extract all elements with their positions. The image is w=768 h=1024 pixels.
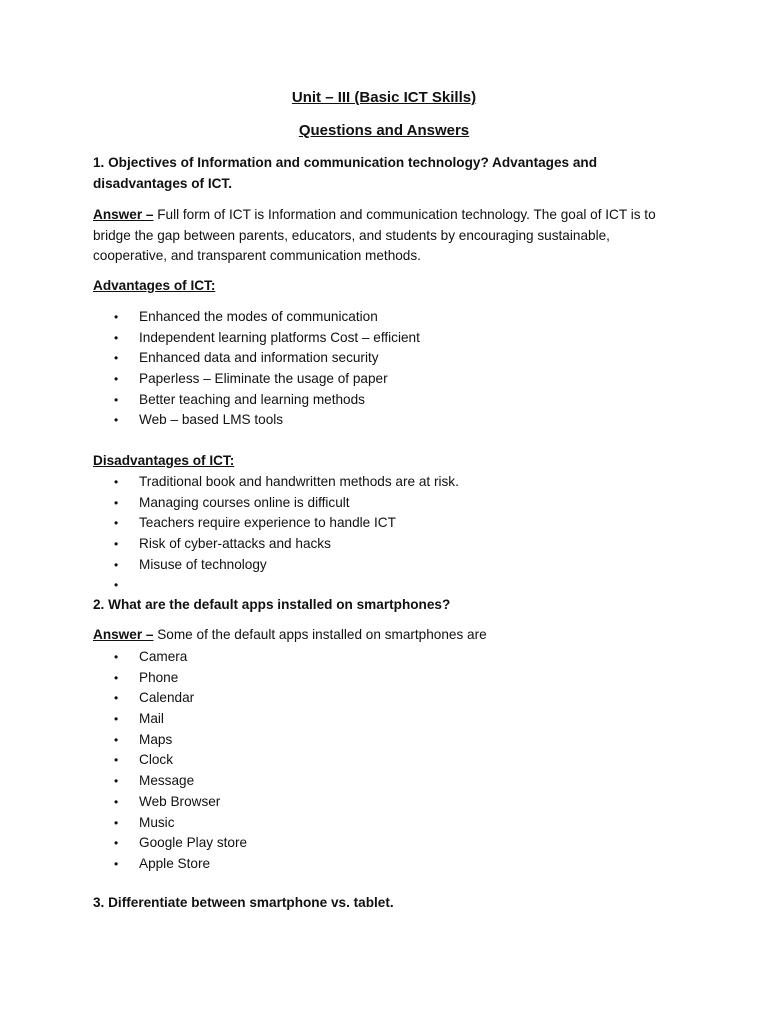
q1-answer-paragraph <box>93 205 683 267</box>
q2-answer-paragraph <box>93 627 487 642</box>
bullet-icon: • <box>114 836 119 851</box>
document-page: Unit – III (Basic ICT Skills) Questions and Answers 1. Objectives of Information and communication technology? Advantages and disadvantages of ICT. Answer – Full form of ICT is Information and communication technology. The goal of ICT is to bridge the gap between parents, educators, and students by encouraging sustainable, cooperative, and transparent communication methods. Advantages of ICT: • Enhanced the modes of communication • Independent learning platforms Cost – efficient • Enhanced data and information security • Paperless – Eliminate the usage of paper • Better teaching and learning methods • Web – based LMS tools Disadvantages of ICT: • Traditional book and handwritten methods are at risk. • Managing courses online is difficult • Teachers require experience to handle ICT • Risk of cyber-attacks and hacks • Misuse of technology • 2. What are the default apps installed on smartphones? Answer – Some of the default apps installed on smartphones are • Camera • Phone • Calendar • Mail • Maps • Clock • Message • Web Browser • Music • Google Play store • Apple Store 3. Differentiate between smartphone vs. tablet. <box>0 0 768 1024</box>
advantages-heading: Advantages of ICT: <box>93 278 216 293</box>
bullet-icon: • <box>114 691 119 706</box>
q2-answer-text: Some of the default apps installed on smartphones are <box>153 627 487 642</box>
q1-question-line2: disadvantages of ICT. <box>93 176 232 191</box>
disadvantages-heading: Disadvantages of ICT: <box>93 453 235 468</box>
bullet-icon: • <box>114 732 119 747</box>
bullet-icon: • <box>114 712 119 727</box>
q1-question-line1: 1. Objectives of Information and communication technology? Advantages and <box>93 155 598 170</box>
bullet-icon: • <box>114 330 119 345</box>
bullet-icon: • <box>114 372 119 387</box>
page-title: Unit – III (Basic ICT Skills) <box>291 89 477 106</box>
bullet-icon: • <box>114 392 119 407</box>
bullet-icon: • <box>114 670 119 685</box>
bullet-icon: • <box>114 351 119 366</box>
bullet-icon: • <box>114 774 119 789</box>
bullet-icon: • <box>114 856 119 871</box>
bullet-icon: • <box>114 815 119 830</box>
bullet-icon: • <box>114 650 119 664</box>
bullet-icon: • <box>114 475 119 489</box>
bullet-icon: • <box>114 557 119 572</box>
page-subtitle: Questions and Answers <box>298 122 470 139</box>
q3-question: 3. Differentiate between smartphone vs. tablet. <box>93 895 394 910</box>
q2-question: 2. What are the default apps installed on smartphones? <box>93 597 451 612</box>
bullet-icon: • <box>114 413 119 428</box>
bullet-icon: • <box>114 537 119 552</box>
q2-answer-label: Answer – <box>93 627 154 642</box>
bullet-icon: • <box>114 753 119 768</box>
bullet-icon: • <box>114 310 119 324</box>
q1-answer-text: Full form of ICT is Information and communication technology. The goal of ICT is to bridge the gap between parents, educators, and students by encouraging sustainable, cooperative, and transparent communication methods. <box>93 207 656 264</box>
bullet-icon: • <box>114 578 119 593</box>
bullet-icon: • <box>114 794 119 809</box>
q1-answer-label: Answer – <box>93 207 154 222</box>
bullet-icon: • <box>114 495 119 510</box>
bullet-icon: • <box>114 516 119 531</box>
